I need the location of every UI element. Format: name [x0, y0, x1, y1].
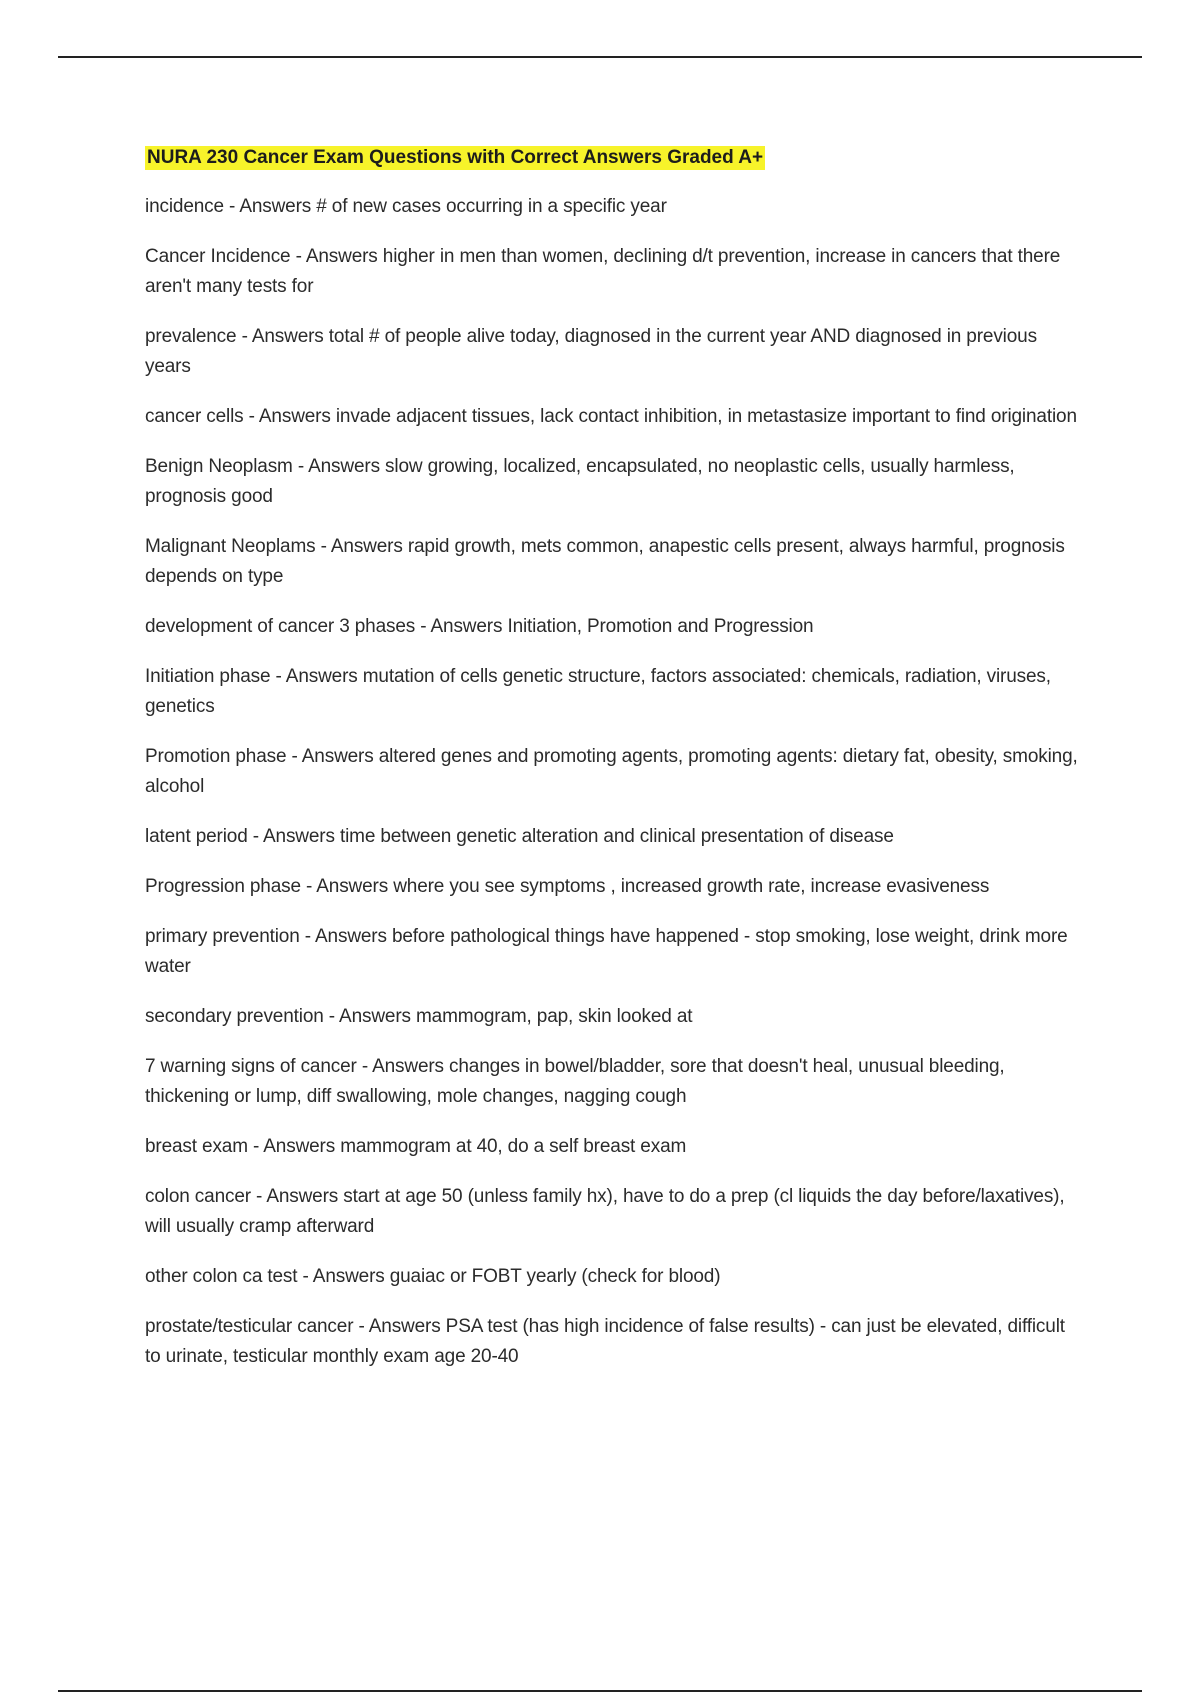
qa-list [145, 192, 1085, 1372]
footer-rule [58, 1690, 1142, 1692]
qa-item: incidence - Answers # of new cases occurring in a specific year [145, 196, 667, 217]
document-title: NURA 230 Cancer Exam Questions with Correct Answers Graded A+ [147, 147, 764, 168]
qa-item: latent period - Answers time between genetic alteration and clinical presentation of disease [145, 826, 894, 847]
qa-item: development of cancer 3 phases - Answers Initiation, Promotion and Progression [145, 616, 814, 637]
qa-item: cancer cells - Answers invade adjacent tissues, lack contact inhibition, in metastasize important to find origination [145, 406, 1077, 427]
qa-item: Progression phase - Answers where you see symptoms , increased growth rate, increase evasiveness [145, 876, 990, 897]
qa-item: Benign Neoplasm - Answers slow growing, localized, encapsulated, no neoplastic cells, usually harmless, prognosis good [145, 456, 1015, 507]
qa-item: secondary prevention - Answers mammogram, pap, skin looked at [145, 1006, 693, 1027]
qa-item: 7 warning signs of cancer - Answers changes in bowel/bladder, sore that doesn't heal, unusual bleeding, thickening or lump, diff swallowing, mole changes, nagging cough [145, 1056, 1005, 1107]
document-body [145, 146, 1085, 1392]
qa-item: Promotion phase - Answers altered genes and promoting agents, promoting agents: dietary fat, obesity, smoking, alcohol [145, 746, 1078, 797]
qa-item: prevalence - Answers total # of people alive today, diagnosed in the current year AND diagnosed in previous years [145, 326, 1037, 377]
qa-item: prostate/testicular cancer - Answers PSA test (has high incidence of false results) - can just be elevated, difficult to urinate, testicular monthly exam age 20-40 [145, 1316, 1065, 1367]
header-rule [58, 56, 1142, 58]
qa-item: Cancer Incidence - Answers higher in men than women, declining d/t prevention, increase in cancers that there aren't many tests for [145, 246, 1061, 297]
qa-item: Initiation phase - Answers mutation of cells genetic structure, factors associated: chemicals, radiation, viruses, genetics [145, 666, 1051, 717]
qa-item: breast exam - Answers mammogram at 40, do a self breast exam [145, 1136, 687, 1157]
qa-item: colon cancer - Answers start at age 50 (unless family hx), have to do a prep (cl liquids the day before/laxatives), will usually cramp afterward [145, 1186, 1065, 1237]
qa-item: Malignant Neoplams - Answers rapid growth, mets common, anapestic cells present, always harmful, prognosis depends on type [145, 536, 1065, 587]
qa-item: other colon ca test - Answers guaiac or FOBT yearly (check for blood) [145, 1266, 721, 1287]
qa-item: primary prevention - Answers before pathological things have happened - stop smoking, lose weight, drink more water [145, 926, 1068, 977]
